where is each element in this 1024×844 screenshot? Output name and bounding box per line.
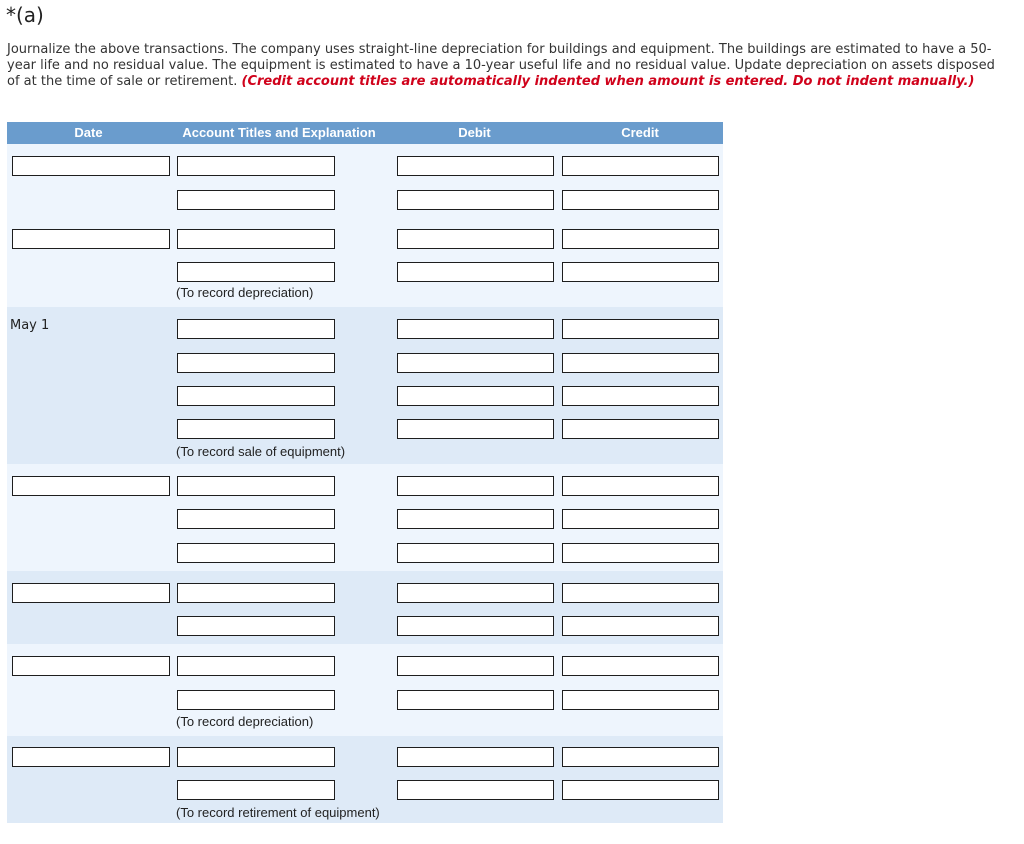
- account-input[interactable]: [177, 583, 335, 603]
- debit-input[interactable]: [397, 353, 554, 373]
- credit-input[interactable]: [562, 229, 719, 249]
- debit-input[interactable]: [397, 229, 554, 249]
- debit-input[interactable]: [397, 319, 554, 339]
- credit-input[interactable]: [562, 690, 719, 710]
- debit-input[interactable]: [397, 583, 554, 603]
- journal-entry-7: [7, 736, 723, 823]
- account-input[interactable]: [177, 353, 335, 373]
- debit-input[interactable]: [397, 780, 554, 800]
- account-input[interactable]: [177, 419, 335, 439]
- journal-entry-1: [7, 144, 723, 217]
- debit-input[interactable]: [397, 419, 554, 439]
- date-input[interactable]: [12, 583, 170, 603]
- header-credit: Credit: [621, 125, 659, 140]
- header-account: Account Titles and Explanation: [182, 125, 376, 140]
- debit-input[interactable]: [397, 509, 554, 529]
- debit-input[interactable]: [397, 616, 554, 636]
- date-input[interactable]: [12, 747, 170, 767]
- account-input[interactable]: [177, 780, 335, 800]
- credit-input[interactable]: [562, 509, 719, 529]
- account-input[interactable]: [177, 616, 335, 636]
- credit-input[interactable]: [562, 353, 719, 373]
- header-debit: Debit: [458, 125, 491, 140]
- credit-input[interactable]: [562, 190, 719, 210]
- debit-input[interactable]: [397, 190, 554, 210]
- journal-entry-6: [7, 644, 723, 736]
- part-heading: *(a): [6, 3, 44, 27]
- debit-input[interactable]: [397, 690, 554, 710]
- credit-input[interactable]: [562, 319, 719, 339]
- credit-input[interactable]: [562, 156, 719, 176]
- credit-input[interactable]: [562, 419, 719, 439]
- credit-input[interactable]: [562, 616, 719, 636]
- instructions-note: (Credit account titles are automatically indented when amount is entered. Do not indent manually.): [241, 74, 975, 89]
- journal-table: [7, 122, 723, 823]
- credit-input[interactable]: [562, 543, 719, 563]
- journal-entry-5: [7, 571, 723, 644]
- credit-input[interactable]: [562, 583, 719, 603]
- debit-input[interactable]: [397, 476, 554, 496]
- credit-input[interactable]: [562, 656, 719, 676]
- credit-input[interactable]: [562, 386, 719, 406]
- date-label: May 1: [10, 318, 50, 333]
- account-input[interactable]: [177, 156, 335, 176]
- account-input[interactable]: [177, 543, 335, 563]
- account-input[interactable]: [177, 386, 335, 406]
- credit-input[interactable]: [562, 747, 719, 767]
- explanation-text: (To record retirement of equipment): [176, 805, 380, 820]
- journal-entry-4: [7, 464, 723, 571]
- instructions: [7, 42, 1007, 90]
- debit-input[interactable]: [397, 262, 554, 282]
- date-input[interactable]: [12, 656, 170, 676]
- journal-entry-3: [7, 307, 723, 464]
- credit-input[interactable]: [562, 476, 719, 496]
- debit-input[interactable]: [397, 156, 554, 176]
- account-input[interactable]: [177, 262, 335, 282]
- journal-entry-2: [7, 217, 723, 307]
- account-input[interactable]: [177, 656, 335, 676]
- explanation-text: (To record depreciation): [176, 285, 314, 300]
- account-input[interactable]: [177, 476, 335, 496]
- account-input[interactable]: [177, 747, 335, 767]
- account-input[interactable]: [177, 690, 335, 710]
- account-input[interactable]: [177, 229, 335, 249]
- debit-input[interactable]: [397, 386, 554, 406]
- header-date: Date: [74, 125, 103, 140]
- debit-input[interactable]: [397, 543, 554, 563]
- date-input[interactable]: [12, 476, 170, 496]
- date-input[interactable]: [12, 156, 170, 176]
- debit-input[interactable]: [397, 747, 554, 767]
- explanation-text: (To record sale of equipment): [176, 444, 346, 459]
- date-input[interactable]: [12, 229, 170, 249]
- account-input[interactable]: [177, 190, 335, 210]
- instructions-text: Journalize the above transactions. The company uses straight-line depreciation for buildings and equipment. The buildings are estimated to have a 50-year life and no residual value. The equipment is estimated to have a 10-year useful life and no residual value. Update depreciation on assets disposed of at the time of sale or retirement.: [7, 42, 995, 89]
- debit-input[interactable]: [397, 656, 554, 676]
- credit-input[interactable]: [562, 262, 719, 282]
- account-input[interactable]: [177, 509, 335, 529]
- account-input[interactable]: [177, 319, 335, 339]
- table-header: [7, 122, 723, 144]
- credit-input[interactable]: [562, 780, 719, 800]
- explanation-text: (To record depreciation): [176, 714, 314, 729]
